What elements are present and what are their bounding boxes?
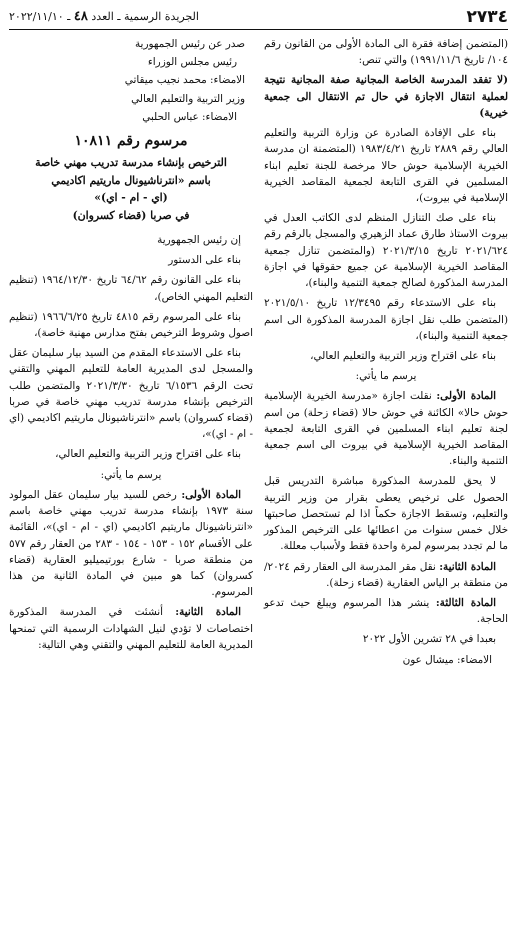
article-1-label: المادة الأولى:: [436, 390, 496, 403]
president-line: إن رئيس الجمهورية: [157, 233, 241, 246]
article-1-label: المادة الأولى:: [181, 488, 241, 501]
left-column: [9, 36, 253, 670]
whereas-waiver-deed: بناء على صك التنازل المنظم لدى الكاتب العدل في بيروت الاستاذ طارق عماد الزهيري والمسجل بالرقم رقم ٢٠٢١/٦٢٤ تاريخ ٢٠٢١/٣/١٥ (والمتضمن تنازل جمعية المقاصد الخيرية الإسلامية عن جميع حقوقها في اجازة المدرسة المذكورة لصالح جمعية التنمية والبناء)،: [264, 212, 508, 290]
right-column: [264, 36, 508, 670]
pm-signature: الامضاء: محمد نجيب ميقاتي: [124, 74, 245, 87]
whereas-petition: بناء على الاستدعاء رقم ١٢/٣٤٩٥ تاريخ ٢٠٢١/٥/١٠ (المتضمن طلب نقل اجازة المدرسة المذكورة الى اسم جمعية التنمية والبناء)،: [264, 297, 508, 342]
decrees-line: يرسم ما يأتي:: [100, 468, 162, 481]
page-number: ٢٧٣٤: [466, 6, 508, 27]
article-3: [264, 595, 508, 627]
article-2-label: المادة الثانية:: [175, 606, 241, 619]
whereas-ministry-statement: بناء على الإفادة الصادرة عن وزارة التربية والتعليم العالي رقم ٢٨٨٩ تاريخ ١٩٨٣/٤/٢١ (المتضمنة ان مدرسة الخيرية الإسلامية حوش حالا مرخصة للجنة تعليم ابناء المسلمين في القرى التابعة لجمعية المقاصد الخيرية الإسلامية في بيروت)،: [264, 127, 508, 204]
decrees-line: يرسم ما يأتي:: [355, 370, 417, 383]
minister-title: وزير التربية والتعليم العالي: [131, 92, 245, 105]
whereas-decree-4815: بناء على المرسوم رقم ٤٨١٥ تاريخ ١٩٦٦/٦/٢٥ (تنظيم اصول وشروط الترخيص بفتح مدارس مهنية خاصة)،: [9, 310, 253, 339]
issue-place-date: بعبدا في ٢٨ تشرين الأول ٢٠٢٢: [362, 633, 496, 646]
article-1-text: نقلت اجازة «مدرسة الخيرية الإسلامية حوش حالا» الكائنة في حوش حالا (قضاء زحلة) من اسم لجنة تعليم ابناء المسلمين في القرى التابعة لجمعية المقاصد الخيرية الإسلامية في بيروت الى اسم جمعية التنمية والبناء.: [264, 390, 508, 468]
quoted-law-intro: (المتضمن إضافة فقرة الى المادة الأولى من القانون رقم ١٠٤/ تاريخ ١٩٩١/١١/٦) والتي تنص:: [264, 38, 508, 67]
two-column-body: [9, 36, 508, 670]
whereas-minister-proposal: بناء على اقتراح وزير التربية والتعليم العالي،: [310, 349, 496, 362]
article-3-label: المادة الثالثة:: [435, 597, 496, 609]
issue-label: العدد: [91, 9, 114, 23]
article-2-label: المادة الثانية:: [439, 560, 496, 573]
article-1-text: رخص للسيد بيار سليمان عقل المولود سنة ١٩٧٣ بإنشاء مدرسة تدريب مهني خاصة باسم «انترناشيونال ماريتيم اكاديمي (اي - ام - اي)»، القائمة على الأقسام ١٥٢ - ١٥٣ - ١٥٤ - ٢٨٣ من العقار رقم ٥٧٧ من منطقة صربا - شارع بورتيميليو العقارية (قضاء كسروان) كما هو مبين في المادة الثانية من هذا المرسوم.: [9, 488, 253, 599]
article-1-paragraph-2: لا يحق للمدرسة المذكورة مباشرة التدريس قبل الحصول على ترخيص يعطى بقرار من وزير التربية والتعليم، وتسقط الاجازة حكماً اذا لم تستحصل صاحبتها خلال خمس سنوات من اعطائها على الترخيص المذكور ما لم تجدد بمرسوم لمرة واحدة فقط ولأسباب معللة.: [264, 475, 508, 553]
article-2-text: نقل مقر المدرسة الى العقار رقم ٢٠٢٤/ من منطقة بر الياس العقارية (قضاء زحلة).: [264, 560, 508, 589]
whereas-law-62-64: بناء على القانون رقم ٦٤/٦٢ تاريخ ١٩٦٤/١٢/٣٠ (تنظيم التعليم المهني الخاص)،: [9, 274, 253, 303]
issue-date: ٢٠٢٢/١١/١٠: [9, 9, 64, 23]
decree-subtitle-line-2: باسم «انترناشيونال ماريتيم اكاديمي: [51, 173, 211, 187]
whereas-minister-proposal: بناء على اقتراح وزير التربية والتعليم العالي،: [55, 448, 241, 461]
whereas-constitution: بناء على الدستور: [168, 254, 241, 267]
article-2: [9, 604, 253, 653]
page-header: [9, 5, 508, 30]
pm-title: رئيس مجلس الوزراء: [147, 56, 237, 69]
article-3-text: ينشر هذا المرسوم ويبلغ حيث تدعو الحاجة.: [264, 597, 508, 626]
article-1: [9, 487, 253, 601]
issued-by-line: صدر عن رئيس الجمهورية: [134, 38, 245, 50]
decree-title: مرسوم رقم ١٠٨١١: [74, 133, 188, 150]
quoted-law-text: (لا تفقد المدرسة الخاصة المجانية صفة المجانية نتيجة لعملية انتقال الاجازة في حال تم الانتقال الى جمعية خيرية): [264, 74, 508, 119]
article-2-text: أنشئت في المدرسة المذكورة اختصاصات لا تؤدي لنيل الشهادات الرسمية التي تمنحها المديرية العامة للتعليم المهني والتقني وهي التالية:: [9, 606, 253, 651]
minister-signature: الامضاء: عباس الحلبي: [142, 110, 237, 123]
whereas-petition: بناء على الاستدعاء المقدم من السيد بيار سليمان عقل والمسجل لدى المديرية العامة للتعليم المهني والتقني تحت الرقم ٦/١٥٣٦ تاريخ ٢٠٢١/٣/٣٠ والمتضمن طلب الترخيص بإنشاء مدرسة تدريب مهني خاصة في صربا (قضاء كسروان) باسم «انترناشيونال ماريتيم اكاديمي (اي - ام - اي)»،: [9, 347, 253, 441]
decree-subtitle-line-4: في صربا (قضاء كسروان): [72, 209, 190, 223]
president-signature: الامضاء: ميشال عون: [402, 653, 492, 666]
issue-number: ٤٨: [73, 8, 88, 24]
running-header: الجريدة الرسمية ـ العدد ٤٨ ـ ٢٠٢٢/١١/١٠: [9, 8, 199, 24]
gazette-name: الجريدة الرسمية: [124, 9, 199, 23]
decree-subtitle-line-3: (اي - ام - اي)»: [94, 191, 168, 205]
article-2: [264, 559, 508, 591]
article-1: [264, 388, 508, 469]
decree-subtitle-line-1: الترخيص بإنشاء مدرسة تدريب مهني خاصة: [35, 155, 227, 169]
